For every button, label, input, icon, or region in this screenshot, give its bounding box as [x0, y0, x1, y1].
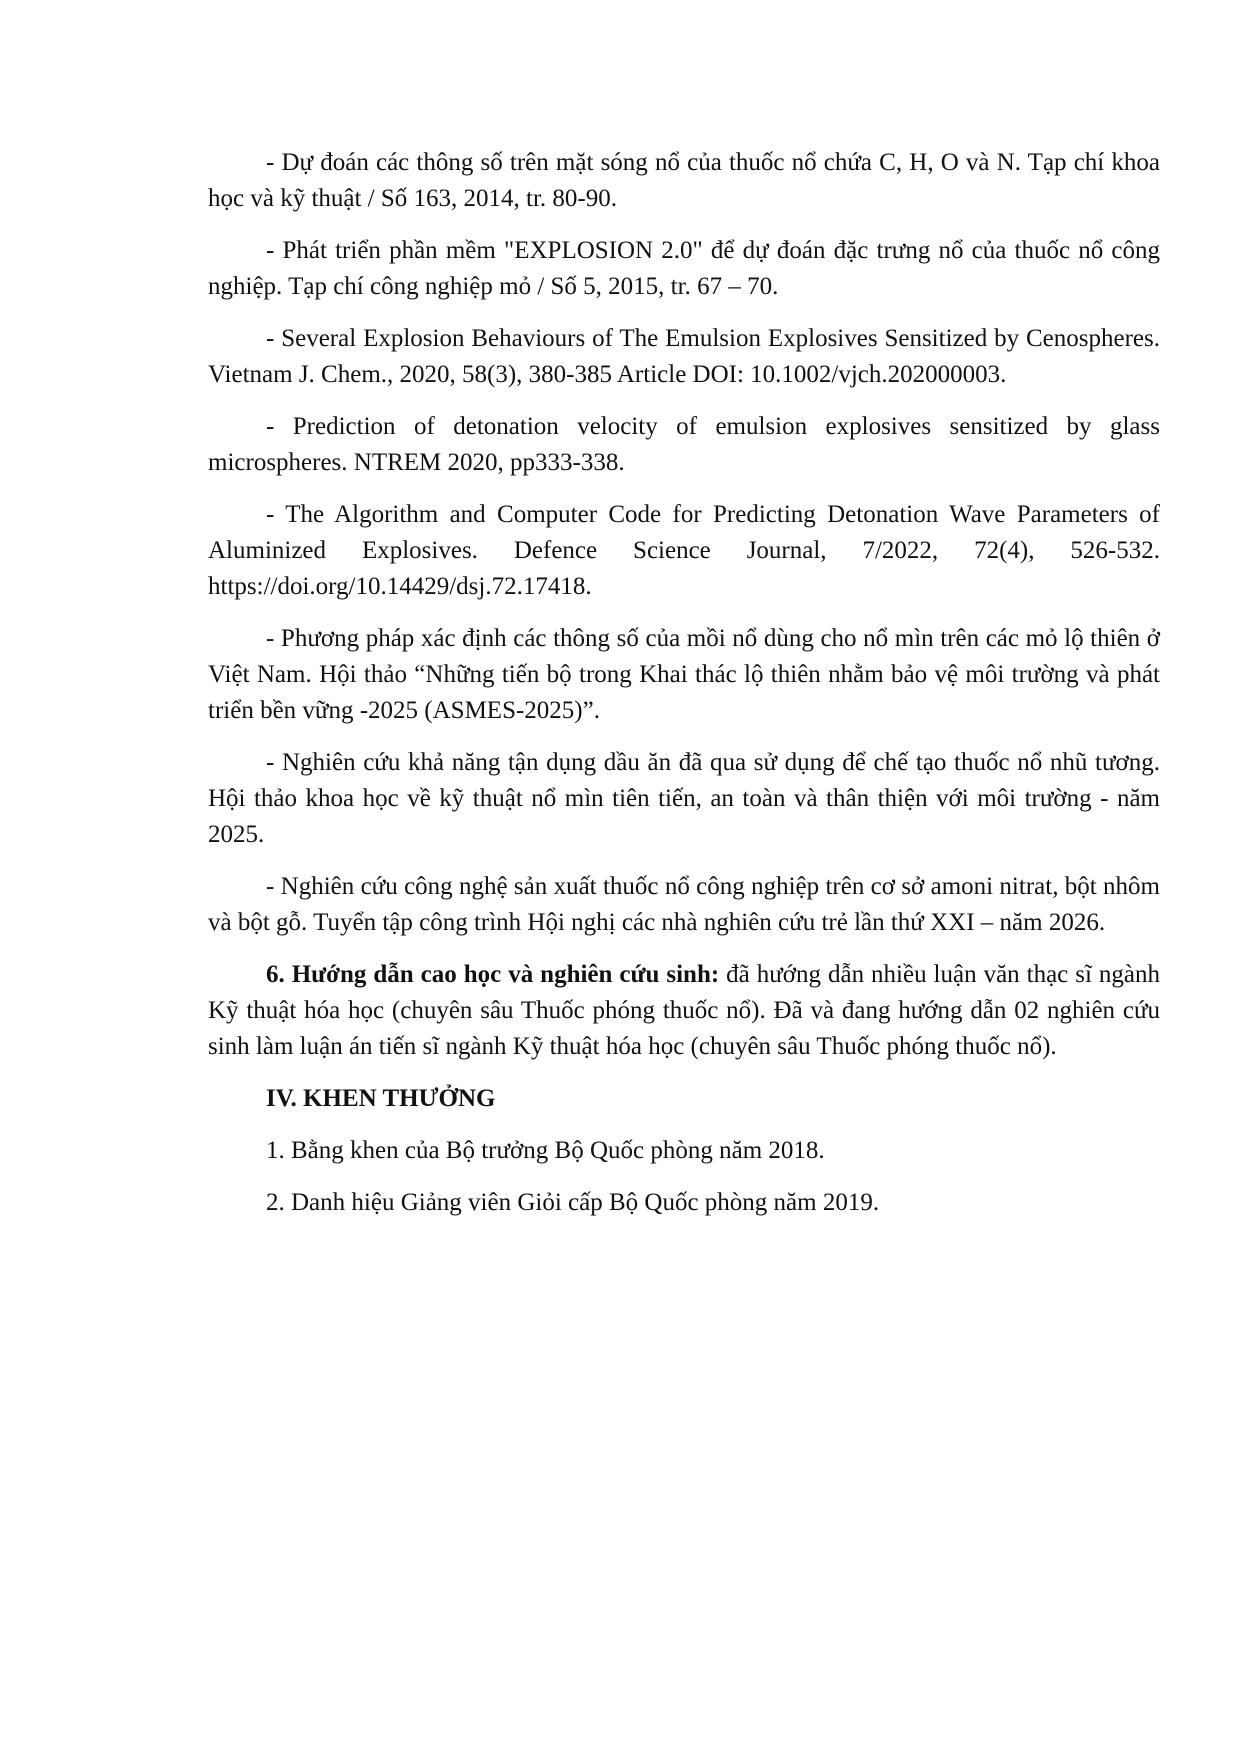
publication-item-8: - Nghiên cứu công nghệ sản xuất thuốc nổ công nghiệp trên cơ sở amoni nitrat, bột nhôm và bột gỗ. Tuyển tập công trình Hội nghị các nhà nghiên cứu trẻ lần thứ XXI – năm 2026.: [208, 873, 1160, 936]
awards-heading: IV. KHEN THƯỞNG: [266, 1085, 496, 1112]
supervision-paragraph: [208, 957, 1160, 1065]
document-page: [208, 145, 1160, 1237]
publication-item-4: - Prediction of detonation velocity of emulsion explosives sensitized by glass microspheres. NTREM 2020, pp333-338.: [208, 413, 1160, 476]
publication-item-6: - Phương pháp xác định các thông số của mồi nổ dùng cho nổ mìn trên các mỏ lộ thiên ở Việt Nam. Hội thảo “Những tiến bộ trong Khai thác lộ thiên nhằm bảo vệ môi trường và phát triển bền vững -2025 (ASMES-2025)”.: [208, 625, 1160, 724]
award-item-1: 1. Bằng khen của Bộ trưởng Bộ Quốc phòng năm 2018.: [266, 1137, 825, 1164]
supervision-label: 6. Hướng dẫn cao học và nghiên cứu sinh:: [266, 961, 720, 988]
publication-item-3: - Several Explosion Behaviours of The Emulsion Explosives Sensitized by Cenospheres. Vietnam J. Chem., 2020, 58(3), 380-385 Article DOI: 10.1002/vjch.202000003.: [208, 325, 1160, 388]
publication-item-7: - Nghiên cứu khả năng tận dụng dầu ăn đã qua sử dụng để chế tạo thuốc nổ nhũ tương. Hội thảo khoa học về kỹ thuật nổ mìn tiên tiến, an toàn và thân thiện với môi trường - năm 2025.: [208, 749, 1160, 848]
publication-item-1: - Dự đoán các thông số trên mặt sóng nổ của thuốc nổ chứa C, H, O và N. Tạp chí khoa học và kỹ thuật / Số 163, 2014, tr. 80-90.: [208, 149, 1160, 212]
award-item-2: 2. Danh hiệu Giảng viên Giỏi cấp Bộ Quốc phòng năm 2019.: [266, 1189, 880, 1216]
publication-item-2: - Phát triển phần mềm "EXPLOSION 2.0" để dự đoán đặc trưng nổ của thuốc nổ công nghiệp. Tạp chí công nghiệp mỏ / Số 5, 2015, tr. 67 – 70.: [208, 237, 1160, 300]
publication-item-5: - The Algorithm and Computer Code for Predicting Detonation Wave Parameters of Aluminized Explosives. Defence Science Journal, 7/2022, 72(4), 526-532. https://doi.org/10.14429/dsj.72.17418.: [208, 501, 1160, 600]
supervision-text: đã hướng dẫn nhiều luận văn thạc sĩ ngành Kỹ thuật hóa học (chuyên sâu Thuốc phóng thuốc nổ). Đã và đang hướng dẫn 02 nghiên cứu sinh làm luận án tiến sĩ ngành Kỹ thuật hóa học (chuyên sâu Thuốc phóng thuốc nổ).: [208, 961, 1160, 1060]
